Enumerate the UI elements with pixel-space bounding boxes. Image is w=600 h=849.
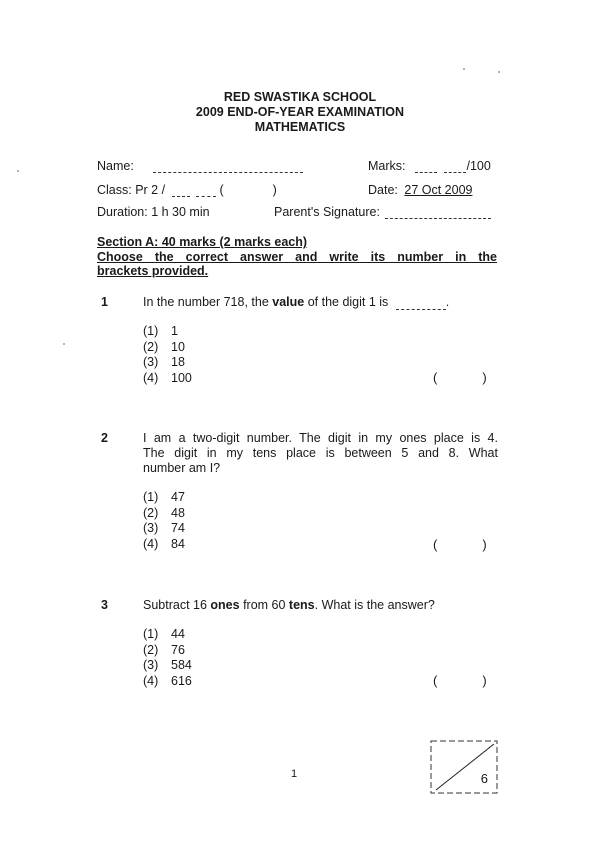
score-box xyxy=(430,740,498,794)
date-row xyxy=(368,183,472,197)
question-3-text: Subtract 16 ones from 60 tens. What is the answer? xyxy=(143,598,435,612)
scan-speck xyxy=(17,170,19,172)
question-2-options xyxy=(143,490,185,552)
marks-row xyxy=(368,159,491,173)
question-3-number: 3 xyxy=(101,598,108,612)
class-paren-open: ( xyxy=(219,183,224,197)
question-2-number: 2 xyxy=(101,431,108,445)
marks-total: /100 xyxy=(466,159,491,173)
option: (3) 18 xyxy=(143,355,185,369)
option: (3) 584 xyxy=(143,658,192,672)
option: (3) 74 xyxy=(143,521,185,535)
option: (2) 48 xyxy=(143,505,185,520)
question-2-answer-brackets[interactable]: ( ) xyxy=(433,537,487,552)
signature-field[interactable] xyxy=(385,206,491,219)
exam-header xyxy=(0,90,600,135)
option: (2) 76 xyxy=(143,642,185,657)
class-paren-close: ) xyxy=(272,183,277,197)
name-row xyxy=(97,159,303,173)
school-name: RED SWASTIKA SCHOOL xyxy=(223,90,377,104)
name-field[interactable] xyxy=(153,160,303,173)
scan-speck xyxy=(463,68,465,70)
marks-field-1[interactable] xyxy=(415,160,437,173)
class-label: Class: Pr 2 / xyxy=(97,183,166,197)
subject-title: MATHEMATICS xyxy=(254,120,346,134)
signature-row xyxy=(274,205,491,219)
option: (4) 84 xyxy=(143,536,185,551)
name-label: Name: xyxy=(97,159,134,173)
duration: Duration: 1 h 30 min xyxy=(97,205,210,219)
question-2-text: I am a two-digit number. The digit in my ones place is 4. The digit in my tens place is between 5 and 8. What number am I? xyxy=(143,431,498,475)
class-field-1[interactable] xyxy=(172,184,190,197)
class-field-2[interactable] xyxy=(196,184,216,197)
date-label: Date: xyxy=(368,183,398,197)
option: (1) 1 xyxy=(143,324,178,338)
question-1-blank[interactable] xyxy=(396,297,446,310)
scan-speck xyxy=(63,343,65,345)
question-1-number: 1 xyxy=(101,295,108,309)
class-row xyxy=(97,183,277,197)
question-1-options xyxy=(143,324,192,386)
scan-speck xyxy=(498,71,500,73)
date-value: 27 Oct 2009 xyxy=(404,183,473,197)
marks-label: Marks: xyxy=(368,159,406,173)
option: (2) 10 xyxy=(143,339,185,354)
option: (1) 44 xyxy=(143,627,185,641)
question-1-answer-brackets[interactable]: ( ) xyxy=(433,370,487,385)
question-3-answer-brackets[interactable]: ( ) xyxy=(433,673,487,688)
option: (1) 47 xyxy=(143,490,185,504)
section-a xyxy=(97,235,497,279)
option: (4) 616 xyxy=(143,673,192,688)
signature-label: Parent's Signature: xyxy=(274,205,380,219)
section-instruction-1: Choose the correct answer and write its number in the xyxy=(97,249,497,264)
section-title: Section A: 40 marks (2 marks each) xyxy=(97,235,308,249)
option: (4) 100 xyxy=(143,370,192,385)
section-instruction-2: brackets provided. xyxy=(97,264,209,278)
exam-title: 2009 END-OF-YEAR EXAMINATION xyxy=(195,105,405,119)
score-box-value: 6 xyxy=(480,771,488,786)
question-1-text: In the number 718, the value of the digit 1 is . xyxy=(143,295,450,309)
question-3-options xyxy=(143,627,192,689)
marks-field-2[interactable] xyxy=(444,160,466,173)
page-number: 1 xyxy=(291,768,298,780)
